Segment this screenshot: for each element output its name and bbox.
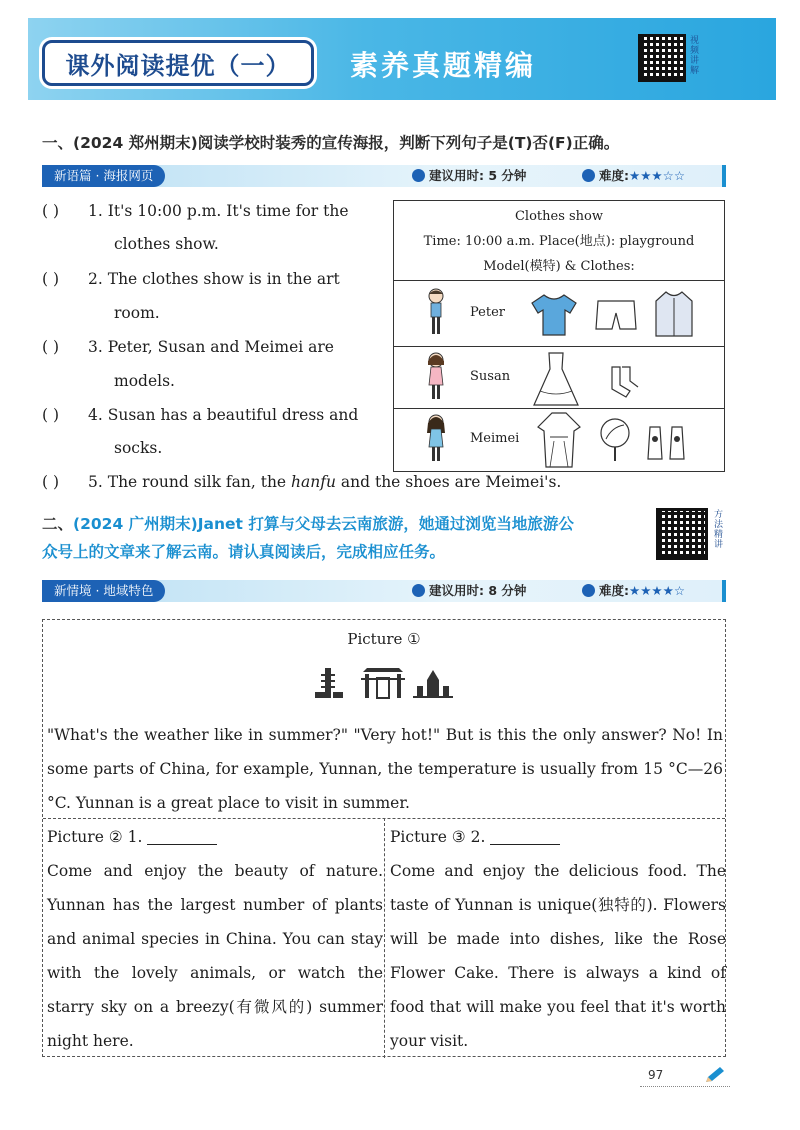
boy-figure-icon [424,287,448,339]
poster-row-peter [394,281,724,347]
qr-code-icon[interactable] [638,34,686,82]
answer-blank[interactable]: ( ) [42,406,60,424]
clock-icon [412,584,425,597]
page-number: 97 [648,1068,664,1082]
landmarks-icon [311,664,457,700]
picture-3-text: Come and enjoy the delicious food. The taste of Yunnan is unique(独特的). Flowers will be made into dishes, like the Rose Flower Cake. There is always a kind of food that will make you feel that it's worth your visit. [390,862,726,1050]
poster-title: Clothes show [514,209,604,224]
picture-2-section [47,820,383,1058]
divider [384,818,385,1058]
clothes-show-poster [393,200,725,472]
answer-blank[interactable]: ( ) [42,473,60,491]
answer-blank-1[interactable] [147,827,217,845]
poster-time-place: Time: 10:00 a.m. Place(地点): playground [423,234,695,249]
page-title: 素养真题精编 [350,49,537,82]
difficulty-stars: ★★★★☆ [629,583,686,598]
answer-blank-2[interactable] [490,827,560,845]
check-icon [582,169,595,182]
statement-1: ( ) 1. It's 10:00 p.m. It's time for the [42,195,349,228]
difficulty: 难度:★★★★☆ [582,580,685,602]
category-tag: 新语篇 · 海报网页 [42,165,165,187]
model-name-meimei: Meimei [470,431,520,446]
girl-figure-icon [424,413,448,465]
picture-3-section [390,820,726,1058]
category-bar [42,580,726,602]
question-source: (2024 郑州期末) [73,134,198,152]
difficulty: 难度:★★★☆☆ [582,165,685,187]
statement-2-cont: room. [114,304,160,322]
suggested-time: 建议用时: 5 分钟 [412,165,526,187]
qr-side-label: 方法精讲 [714,510,724,550]
question-1-heading [42,131,619,153]
picture-2-label: Picture ② 1. [47,828,143,846]
category-tag: 新情境 · 地域特色 [42,580,165,602]
round-fan-icon [598,417,632,463]
answer-blank[interactable]: ( ) [42,270,60,288]
hanfu-icon [536,411,582,469]
statement-2: ( ) 2. The clothes show is in the art [42,263,340,296]
statement-4-cont: socks. [114,439,163,457]
tshirt-icon [530,293,578,337]
statement-3: ( ) 3. Peter, Susan and Meimei are [42,331,334,364]
socks-icon [606,365,640,399]
question-source: (2024 广州期末) [73,515,198,533]
question-instruction: 阅读学校时装秀的宣传海报，判断下列句子是(T)否(F)正确。 [197,134,620,152]
check-icon [582,584,595,597]
statement-5: ( ) 5. The round silk fan, the hanfu and the shoes are Meimei's. [42,466,561,499]
suggested-time: 建议用时: 8 分钟 [412,580,526,602]
clock-icon [412,169,425,182]
model-name-peter: Peter [470,305,505,320]
question-number: 二、 [42,515,74,533]
picture-2-text: Come and enjoy the beauty of nature. Yunnan has the largest number of plants and animal species in China. You can stay with the lovely animals, or watch the starry sky on a breezy(有微风的) summer night here. [47,862,383,1050]
reading-passage [42,619,726,1057]
dress-icon [532,351,580,407]
question-2-heading-line2: 众号上的文章来了解云南。请认真阅读后，完成相应任务。 [42,543,446,561]
statement-3-cont: models. [114,372,175,390]
pencil-icon [704,1066,726,1084]
qr-code-icon[interactable] [656,508,708,560]
girl-figure-icon [424,351,448,403]
poster-row-susan [394,347,724,409]
model-name-susan: Susan [470,369,511,384]
section-tab-label: 课外阅读提优（一） [65,51,291,80]
shoes-icon [646,419,692,463]
shorts-icon [594,299,638,333]
question-2-heading [42,512,574,534]
category-bar [42,165,726,187]
poster-models: Model(模特) & Clothes: [483,259,635,274]
answer-blank[interactable]: ( ) [42,338,60,356]
intro-paragraph: "What's the weather like in summer?" "Very hot!" But is this the only answer? No! In some parts of China, for example, Yunnan, the temperature is usually from 15 °C—26 °C. Yunnan is a great place to visit in summer. [47,726,723,812]
answer-blank[interactable]: ( ) [42,202,60,220]
statement-4: ( ) 4. Susan has a beautiful dress and [42,399,358,432]
question-number: 一、 [42,134,74,152]
statement-1-cont: clothes show. [114,235,219,253]
picture-3-label: Picture ③ 2. [390,828,486,846]
picture-1-title: Picture ① [347,630,421,648]
jacket-icon [652,289,696,339]
poster-row-meimei [394,409,724,471]
section-tab [42,40,314,86]
poster-header [394,201,724,281]
difficulty-stars: ★★★☆☆ [629,168,686,183]
footer-rule [640,1086,730,1087]
question-instruction: Janet 打算与父母去云南旅游，她通过浏览当地旅游公 [197,515,574,533]
qr-side-label: 视频讲解 [690,36,700,76]
